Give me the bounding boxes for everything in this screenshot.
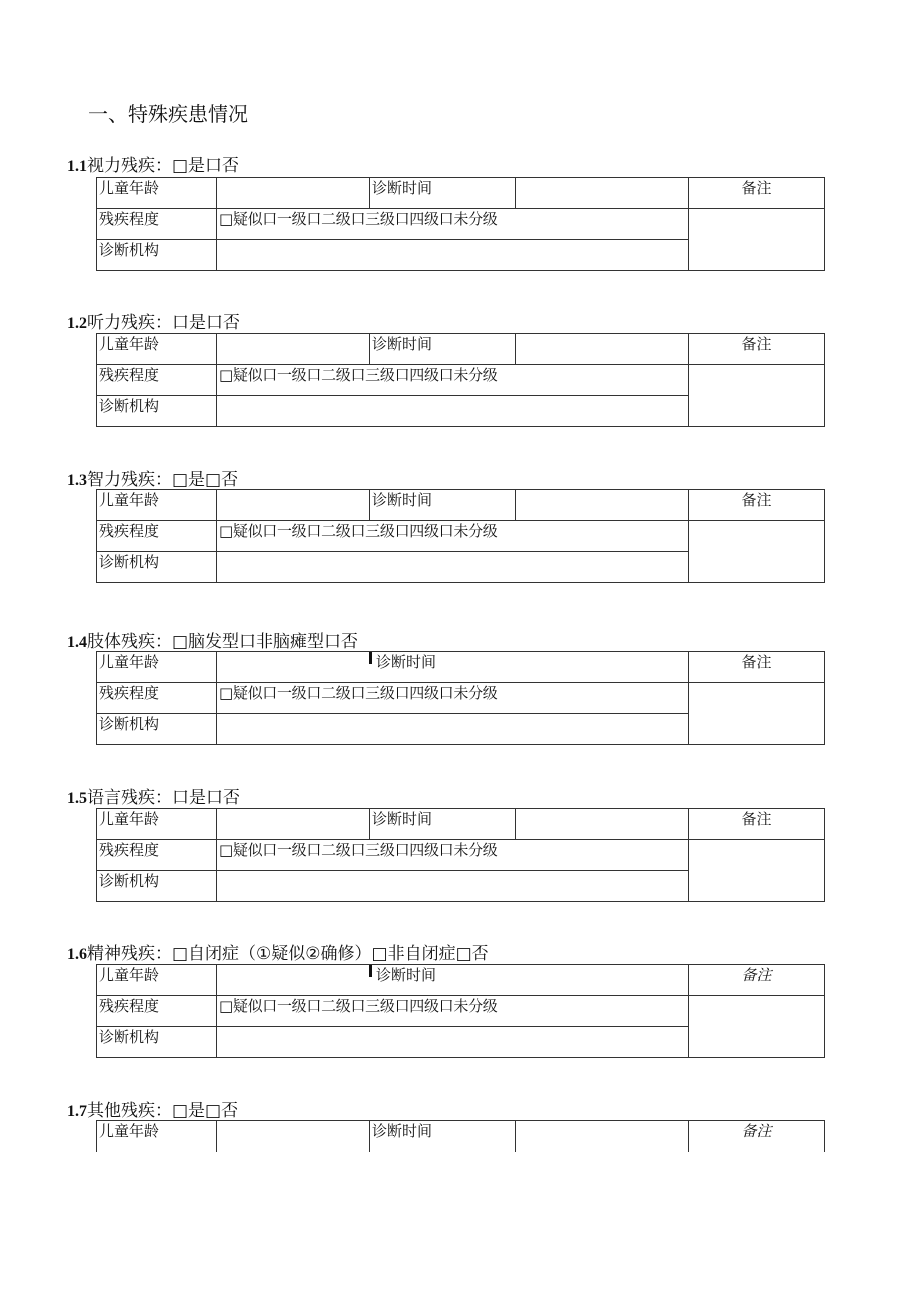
section-number: 1.6 xyxy=(67,946,87,963)
remarks-label: 备注 xyxy=(689,490,825,521)
degree-options[interactable]: □疑似口一级口二级口三级口四级口未分级 xyxy=(217,365,689,396)
remarks-label: 备注 xyxy=(689,1121,825,1152)
section-number: 1.4 xyxy=(67,634,87,651)
disability-table-1-1 xyxy=(96,177,825,271)
institution-label: 诊断机构 xyxy=(97,240,217,271)
institution-label: 诊断机构 xyxy=(97,396,217,427)
remarks-label: 备注 xyxy=(689,965,825,996)
section-number: 1.1 xyxy=(67,158,87,175)
diag-time-field[interactable] xyxy=(516,1121,689,1152)
remarks-label: 备注 xyxy=(689,334,825,365)
institution-label: 诊断机构 xyxy=(97,552,217,583)
remarks-field[interactable] xyxy=(689,209,825,271)
age-field[interactable] xyxy=(217,490,370,521)
institution-field[interactable] xyxy=(217,871,689,902)
degree-options[interactable]: □疑似口一级口二级口三级口四级口未分级 xyxy=(217,840,689,871)
degree-label: 残疾程度 xyxy=(97,996,217,1027)
degree-options[interactable]: □疑似口一级口二级口三级口四级口未分级 xyxy=(217,683,689,714)
remarks-field[interactable] xyxy=(689,996,825,1058)
age-label: 儿童年龄 xyxy=(97,809,217,840)
diag-time-label: 诊断时间 xyxy=(370,178,516,209)
remarks-field[interactable] xyxy=(689,683,825,745)
age-label: 儿童年龄 xyxy=(97,490,217,521)
diag-time-label: 诊断时间 xyxy=(370,809,516,840)
degree-options[interactable]: □疑似口一级口二级口三级口四级口未分级 xyxy=(217,996,689,1027)
section-title: 语言残疾：口是口否 xyxy=(87,788,240,808)
age-label: 儿童年龄 xyxy=(97,652,217,683)
diag-time-field[interactable] xyxy=(516,809,689,840)
page-title: 一、特殊疾患情况 xyxy=(88,102,248,126)
section-number: 1.5 xyxy=(67,790,87,807)
institution-field[interactable] xyxy=(217,396,689,427)
age-field[interactable] xyxy=(217,1121,370,1152)
section-heading-1-6 xyxy=(67,939,489,964)
age-field[interactable] xyxy=(217,334,370,365)
age-label: 儿童年龄 xyxy=(97,334,217,365)
section-heading-1-2 xyxy=(67,308,240,333)
age-label: 儿童年龄 xyxy=(97,965,217,996)
institution-field[interactable] xyxy=(217,714,689,745)
disability-table-1-4 xyxy=(96,651,825,745)
remarks-label: 备注 xyxy=(689,652,825,683)
institution-field[interactable] xyxy=(217,552,689,583)
section-title: 听力残疾：口是口否 xyxy=(87,313,240,333)
diag-time-cell[interactable] xyxy=(217,965,689,996)
age-label: 儿童年龄 xyxy=(97,1121,217,1152)
degree-label: 残疾程度 xyxy=(97,365,217,396)
section-heading-1-7 xyxy=(67,1096,238,1121)
diag-time-field[interactable] xyxy=(516,334,689,365)
section-title: 其他残疾：□是□否 xyxy=(87,1101,239,1121)
section-number: 1.3 xyxy=(67,472,87,489)
text-cursor xyxy=(369,652,372,665)
institution-label: 诊断机构 xyxy=(97,714,217,745)
age-label: 儿童年龄 xyxy=(97,178,217,209)
age-field[interactable] xyxy=(217,809,370,840)
diag-time-label: 诊断时间 xyxy=(370,1121,516,1152)
diag-time-cell[interactable] xyxy=(217,652,689,683)
remarks-field[interactable] xyxy=(689,521,825,583)
degree-options[interactable]: □疑似口一级口二级口三级口四级口未分级 xyxy=(217,209,689,240)
text-cursor xyxy=(369,965,372,978)
age-field[interactable] xyxy=(217,178,370,209)
diag-time-field[interactable] xyxy=(516,490,689,521)
section-heading-1-3 xyxy=(67,465,238,490)
section-heading-1-5 xyxy=(67,783,240,808)
remarks-field[interactable] xyxy=(689,840,825,902)
degree-options[interactable]: □疑似口一级口二级口三级口四级口未分级 xyxy=(217,521,689,552)
degree-label: 残疾程度 xyxy=(97,840,217,871)
section-heading-1-4 xyxy=(67,627,358,652)
disability-table-1-2 xyxy=(96,333,825,427)
disability-table-1-5 xyxy=(96,808,825,902)
section-title: 智力残疾：□是□否 xyxy=(87,470,239,490)
section-title: 视力残疾：□是口否 xyxy=(87,156,240,176)
section-title: 肢体残疾：□脑发型口非脑瘫型口否 xyxy=(87,632,359,652)
disability-table-1-6 xyxy=(96,964,825,1058)
section-heading-1-1 xyxy=(67,151,239,176)
section-number: 1.7 xyxy=(67,1103,87,1120)
remarks-label: 备注 xyxy=(689,178,825,209)
disability-table-1-7 xyxy=(96,1120,825,1152)
remarks-label: 备注 xyxy=(689,809,825,840)
disability-table-1-3 xyxy=(96,489,825,583)
institution-label: 诊断机构 xyxy=(97,1027,217,1058)
diag-time-label: 诊断时间 xyxy=(370,334,516,365)
institution-field[interactable] xyxy=(217,240,689,271)
diag-time-field[interactable] xyxy=(516,178,689,209)
institution-label: 诊断机构 xyxy=(97,871,217,902)
degree-label: 残疾程度 xyxy=(97,683,217,714)
section-title: 精神残疾：□自闭症（①疑似②确修）□非自闭症□否 xyxy=(87,944,489,964)
remarks-field[interactable] xyxy=(689,365,825,427)
diag-time-label: 诊断时间 xyxy=(376,966,437,984)
diag-time-label: 诊断时间 xyxy=(370,490,516,521)
diag-time-label: 诊断时间 xyxy=(376,653,437,671)
section-number: 1.2 xyxy=(67,315,87,332)
degree-label: 残疾程度 xyxy=(97,521,217,552)
degree-label: 残疾程度 xyxy=(97,209,217,240)
institution-field[interactable] xyxy=(217,1027,689,1058)
